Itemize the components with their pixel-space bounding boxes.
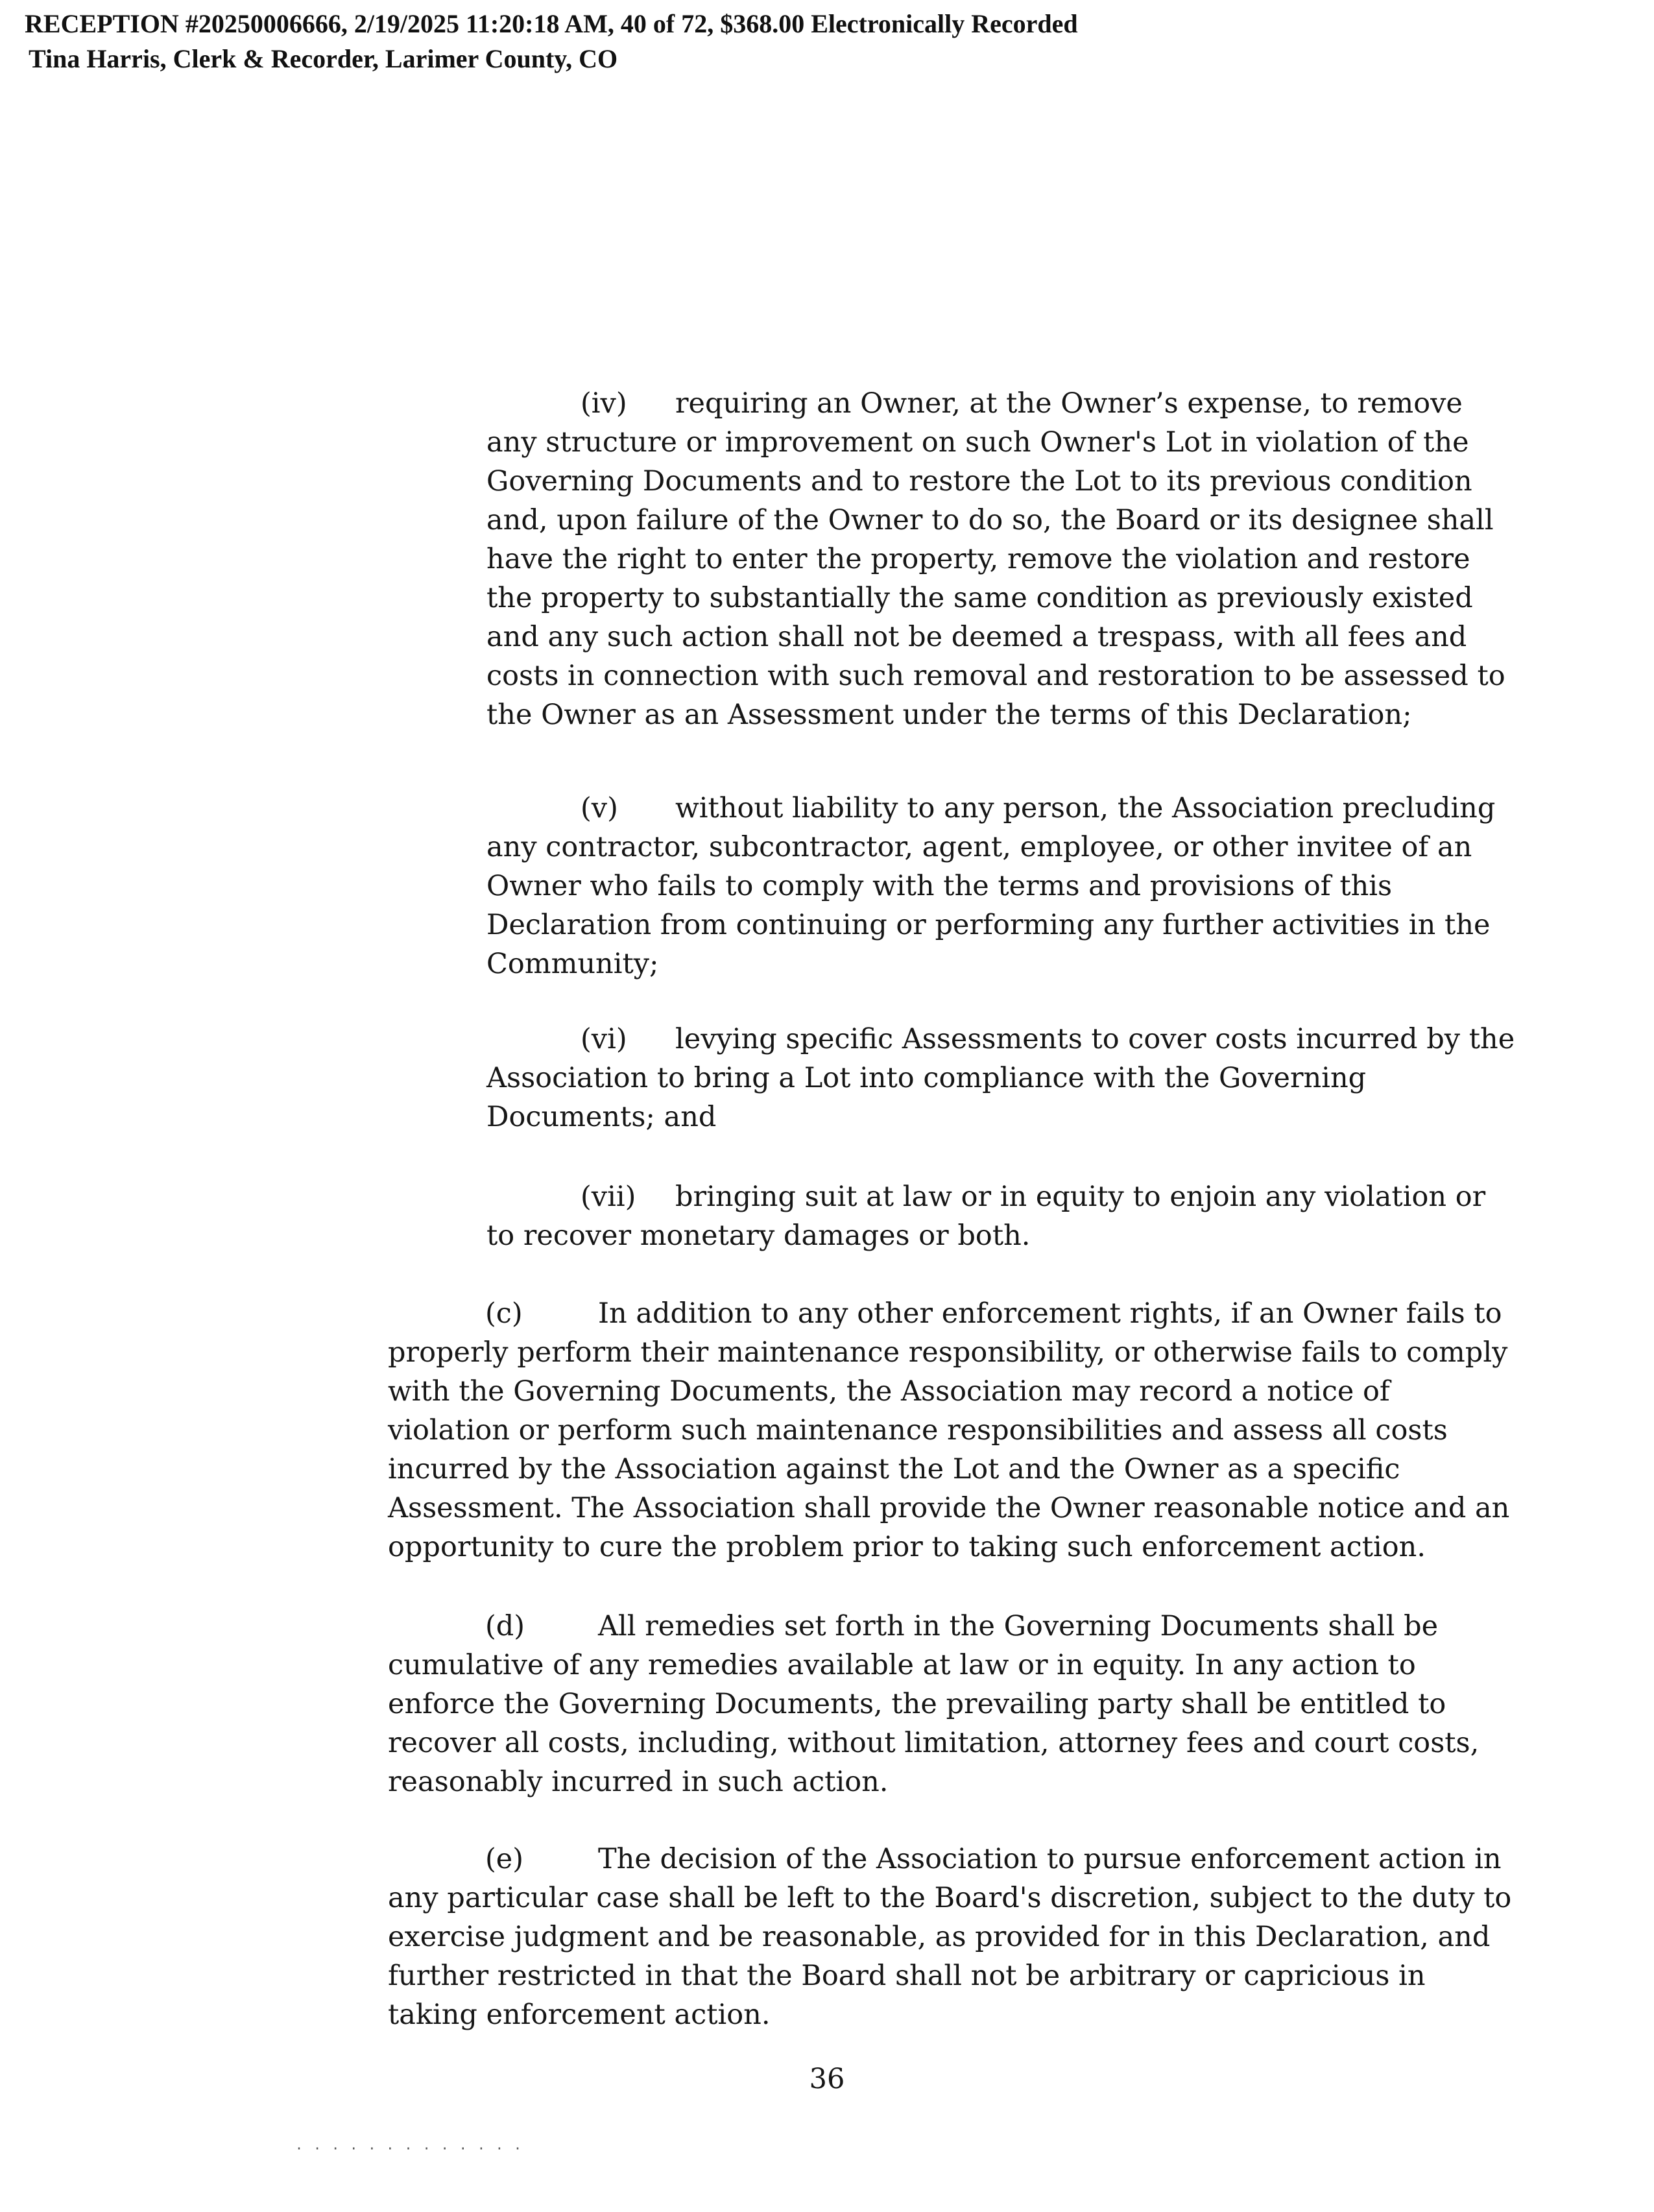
subparagraph-vii — [486, 1177, 1518, 1255]
paragraph-c — [388, 1294, 1516, 1567]
subparagraph-text: levying specific Assessments to cover costs incurred by the Association to bring a Lot into compliance with the Governing Documents; and — [486, 1023, 1515, 1133]
paragraph-marker: (d) — [485, 1610, 525, 1642]
subparagraph-marker: (v) — [581, 792, 618, 824]
recording-stamp-line-1: RECEPTION #20250006666, 2/19/2025 11:20:18 AM, 40 of 72, $368.00 Electronically Recorded — [25, 9, 1078, 38]
paragraph-d — [388, 1607, 1516, 1801]
subparagraph-text: without liability to any person, the Association precluding any contractor, subcontractor, agent, employee, or other invitee of an Owner who fails to comply with the terms and provisions of this Declaration from continuing or performing any further activities in the Community; — [486, 792, 1496, 980]
paragraph-text: All remedies set forth in the Governing Documents shall be cumulative of any remedies available at law or in equity. In any action to enforce the Governing Documents, the prevailing party shall be entitled to recover all costs, including, without limitation, attorney fees and court costs, reasonably incurred in such action. — [388, 1610, 1480, 1798]
subparagraph-v — [486, 789, 1518, 983]
recording-stamp-line-2: Tina Harris, Clerk & Recorder, Larimer County, CO — [29, 44, 618, 73]
subparagraph-text: bringing suit at law or in equity to enjoin any violation or to recover monetary damages or both. — [486, 1181, 1486, 1252]
page-number: 36 — [809, 2063, 845, 2095]
scan-artifact-mark: · · · · · · · · · · · · · — [295, 2141, 523, 2156]
subparagraph-vi — [486, 1020, 1518, 1136]
paragraph-marker: (c) — [485, 1297, 523, 1330]
subparagraph-marker: (vi) — [581, 1023, 627, 1055]
subparagraph-marker: (vii) — [581, 1181, 636, 1213]
recording-stamp — [25, 6, 1078, 77]
paragraph-e — [388, 1840, 1516, 2034]
paragraph-text: The decision of the Association to pursue enforcement action in any particular case shall be left to the Board's discretion, subject to the duty to exercise judgment and be reasonable, as provided for in this Declaration, and further restricted in that the Board shall not be arbitrary or capricious in taking enforcement action. — [388, 1843, 1512, 2031]
subparagraph-text: requiring an Owner, at the Owner’s expense, to remove any structure or improvement on such Owner's Lot in violation of the Governing Documents and to restore the Lot to its previous condition and, upon failure of the Owner to do so, the Board or its designee shall have the right to enter the property, remove the violation and restore the property to substantially the same condition as previously existed and any such action shall not be deemed a trespass, with all fees and costs in connection with such removal and restoration to be assessed to the Owner as an Assessment under the terms of this Declaration; — [486, 387, 1505, 731]
subparagraph-marker: (iv) — [581, 387, 627, 420]
subparagraph-iv — [486, 384, 1518, 734]
paragraph-text: In addition to any other enforcement rights, if an Owner fails to properly perform their maintenance responsibility, or otherwise fails to comply with the Governing Documents, the Association may record a notice of violation or perform such maintenance responsibilities and assess all costs incurred by the Association against the Lot and the Owner as a specific Assessment. The Association shall provide the Owner reasonable notice and an opportunity to cure the problem prior to taking such enforcement action. — [388, 1297, 1510, 1563]
paragraph-marker: (e) — [485, 1843, 523, 1875]
